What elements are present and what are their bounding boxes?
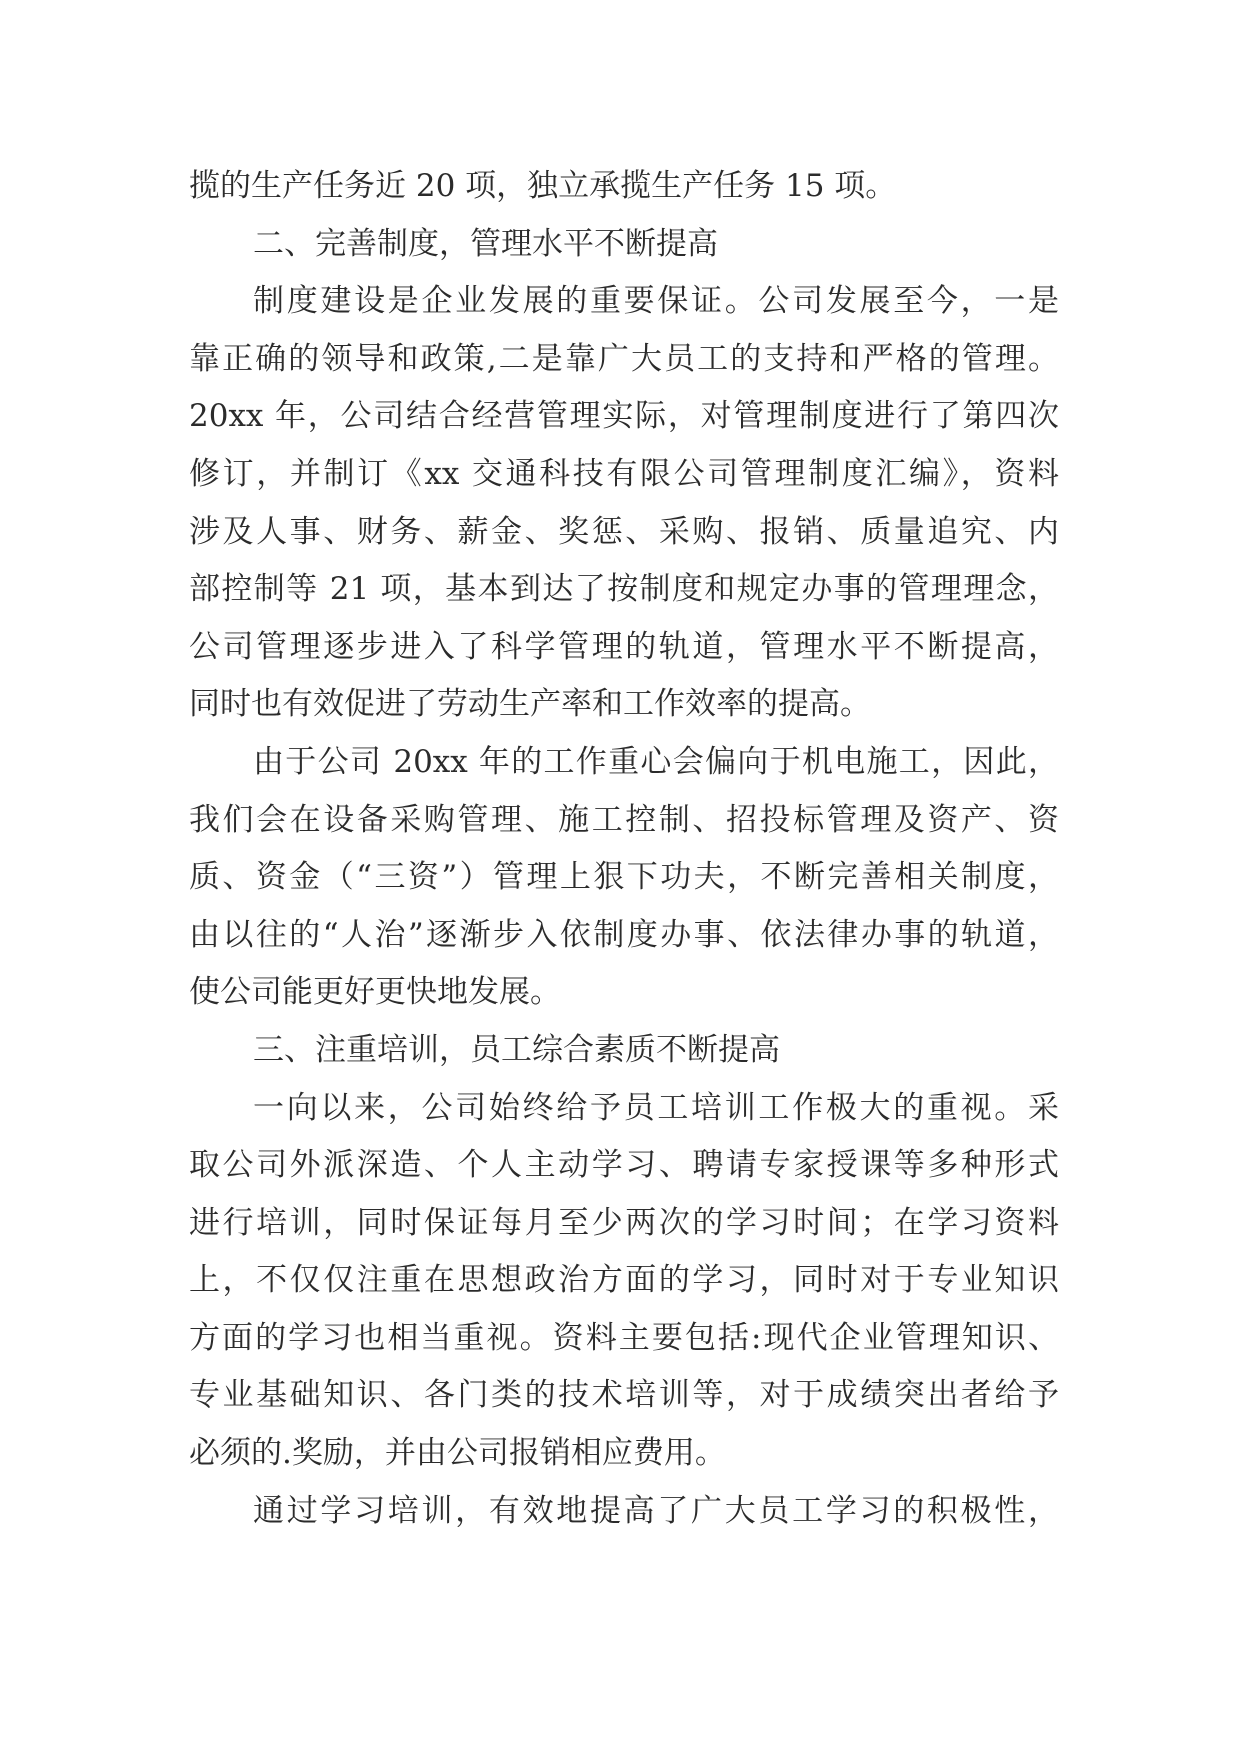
paragraph-line: 专业基础知识、各门类的技术培训等，对于成绩突出者给予	[189, 1377, 1059, 1414]
paragraph-line: 修订，并制订《xx 交通科技有限公司管理制度汇编》，资料	[189, 455, 1059, 492]
paragraph-line: 靠正确的领导和政策,二是靠广大员工的支持和严格的管理。	[189, 340, 1059, 377]
section-heading: 三、注重培训，员工综合素质不断提高	[253, 1031, 780, 1068]
paragraph-line: 制度建设是企业发展的重要保证。公司发展至今，一是	[253, 283, 1059, 320]
paragraph-line: 上，不仅仅注重在思想政治方面的学习，同时对于专业知识	[189, 1262, 1059, 1299]
paragraph-line: 使公司能更好更快地发展。	[189, 974, 561, 1011]
paragraph-line: 方面的学习也相当重视。资料主要包括:现代企业管理知识、	[189, 1319, 1059, 1356]
paragraph-line: 取公司外派深造、个人主动学习、聘请专家授课等多种形式	[189, 1147, 1059, 1184]
paragraph-line: 一向以来，公司始终给予员工培训工作极大的重视。采	[253, 1089, 1059, 1126]
paragraph-line: 同时也有效促进了劳动生产率和工作效率的提高。	[189, 686, 871, 723]
paragraph-line: 质、资金（“三资”）管理上狠下功夫，不断完善相关制度，	[189, 859, 1059, 896]
paragraph-line: 由以往的“人治”逐渐步入依制度办事、依法律办事的轨道，	[189, 916, 1059, 953]
paragraph-line: 部控制等 21 项，基本到达了按制度和规定办事的管理理念，	[189, 571, 1059, 608]
paragraph-line: 揽的生产任务近 20 项，独立承揽生产任务 15 项。	[189, 168, 897, 204]
paragraph-line: 进行培训，同时保证每月至少两次的学习时间；在学习资料	[189, 1204, 1059, 1241]
paragraph-line: 必须的.奖励，并由公司报销相应费用。	[189, 1435, 726, 1472]
paragraph-line: 我们会在设备采购管理、施工控制、招投标管理及资产、资	[189, 801, 1059, 838]
paragraph-line: 涉及人事、财务、薪金、奖惩、采购、报销、质量追究、内	[189, 513, 1059, 550]
paragraph-line: 公司管理逐步进入了科学管理的轨道，管理水平不断提高，	[189, 628, 1059, 665]
document-body	[189, 158, 1059, 1540]
paragraph-line: 20xx 年，公司结合经营管理实际，对管理制度进行了第四次	[189, 398, 1059, 435]
section-heading: 二、完善制度，管理水平不断提高	[253, 225, 718, 262]
paragraph-line: 由于公司 20xx 年的工作重心会偏向于机电施工，因此，	[253, 743, 1059, 780]
paragraph-line: 通过学习培训，有效地提高了广大员工学习的积极性，	[253, 1492, 1059, 1529]
